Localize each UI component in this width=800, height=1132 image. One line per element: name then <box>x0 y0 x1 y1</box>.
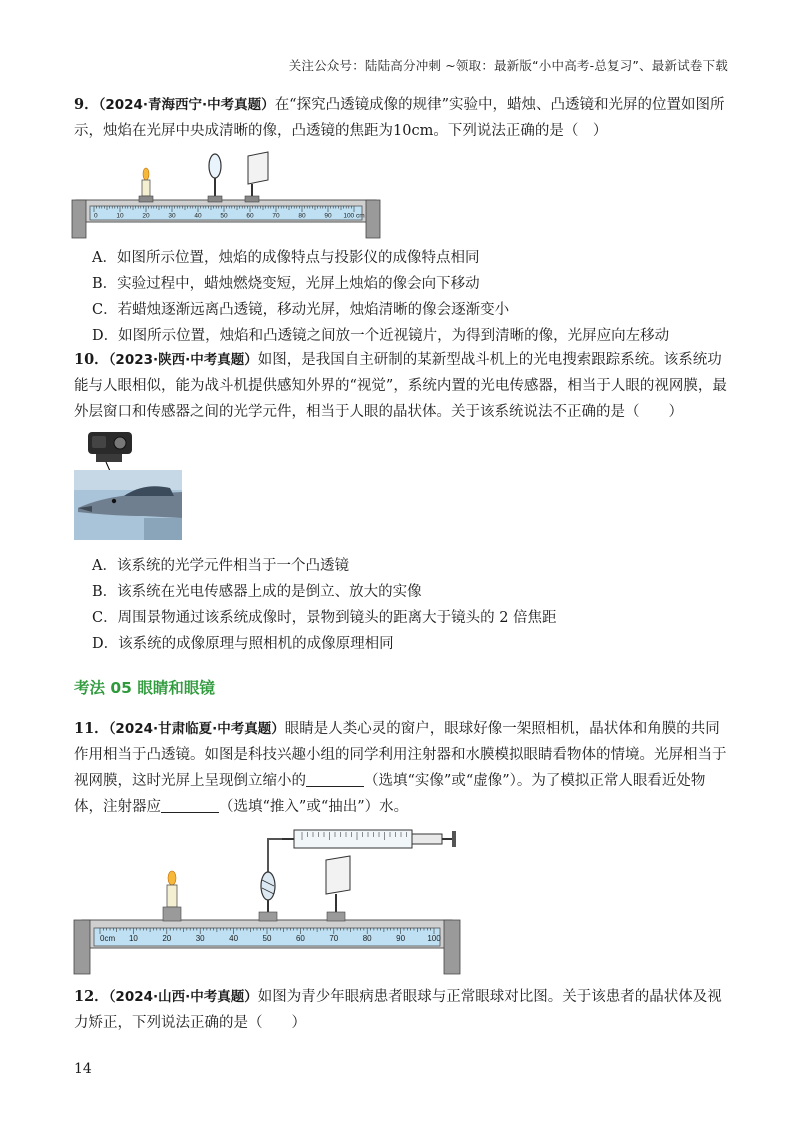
option-d: D．如图所示位置，烛焰和凸透镜之间放一个近视镜片，为得到清晰的像，光屏应向左移动 <box>92 328 670 344</box>
convex-lens <box>208 154 222 202</box>
tracking-system-photo <box>74 426 182 540</box>
ruler-tick-label: 20 <box>162 934 172 943</box>
question-text-part-3: （选填“推入”或“抽出”）水。 <box>219 799 409 815</box>
option-c: C．若蜡烛逐渐远离凸透镜，移动光屏，烛焰清晰的像会逐渐变小 <box>92 302 510 318</box>
option-a: A．如图所示位置，烛焰的成像特点与投影仪的成像特点相同 <box>92 250 480 266</box>
question-9 <box>74 92 734 144</box>
option-b: B．实验过程中，蜡烛燃烧变短，光屏上烛焰的像会向下移动 <box>92 276 480 292</box>
question-number: 10． <box>74 351 109 368</box>
candle <box>139 168 153 202</box>
ruler-tick-label: 100 cm <box>343 212 365 220</box>
question-text: 如图，是我国自主研制的某新型战斗机上的光电搜索跟踪系统。该系统功能与人眼相似，能为战斗机提供感知外界的“视觉”，系统内置的光电传感器，相当于人眼的视网膜，最外层窗口和传感器之间的光学元件，相当于人眼的晶状体。关于该系统说法不正确的是（ ） <box>74 352 727 420</box>
option-b: B．该系统在光电传感器上成的是倒立、放大的实像 <box>92 584 422 600</box>
question-source: （2024·山西·中考真题） <box>108 989 258 1005</box>
option-c: C．周围景物通过该系统成像时，景物到镜头的距离大于镜头的 2 倍焦距 <box>92 610 557 626</box>
light-screen <box>245 152 268 202</box>
answer-blank-1[interactable] <box>306 771 364 787</box>
optical-bench-figure-q9 <box>72 150 392 245</box>
ruler-tick-label: 0 <box>94 212 98 220</box>
ruler-tick-label: 70 <box>329 934 339 943</box>
ruler-tick-label: 90 <box>324 212 332 220</box>
ruler-tick-label: 20 <box>142 212 150 220</box>
question-10 <box>74 347 734 425</box>
ruler-tick-label: 40 <box>194 212 202 220</box>
question-text: 如图为青少年眼病患者眼球与正常眼球对比图。关于该患者的晶状体及视力矫正，下列说法正确的是（ ） <box>74 989 722 1031</box>
question-source: （2024·甘肃临夏·中考真题） <box>108 721 285 737</box>
ruler-tick-label: 50 <box>262 934 272 943</box>
ruler-tick-label: 0cm <box>100 934 116 943</box>
option-a: A．该系统的光学元件相当于一个凸透镜 <box>92 558 349 574</box>
question-text: 在“探究凸透镜成像的规律”实验中，蜡烛、凸透镜和光屏的位置如图所示，烛焰在光屏中央成清晰的像，凸透镜的焦距为10cm。下列说法正确的是（ ） <box>74 97 725 139</box>
ruler-tick-label: 80 <box>362 934 372 943</box>
question-number: 9． <box>74 96 99 113</box>
ruler-tick-label: 40 <box>229 934 239 943</box>
ruler-tick-label: 60 <box>246 212 254 220</box>
answer-blank-2[interactable] <box>161 797 219 813</box>
eye-model-figure-q11 <box>72 828 472 978</box>
ruler-tick-label: 50 <box>220 212 228 220</box>
question-source: （2023·陕西·中考真题） <box>108 352 258 368</box>
section-title: 考法 05 眼睛和眼镜 <box>74 679 215 697</box>
question-text-part-1: 眼睛是人类心灵的窗户，眼球好像一架照相机，晶状体和角膜的共同作用相当于凸透镜。如图是科技兴趣小组的同学利用注射器和水膜模拟眼睛看物体的情境。光屏相当于视网膜，这时光屏上呈现倒立缩小的 <box>74 721 727 789</box>
ruler-tick-label: 90 <box>396 934 406 943</box>
question-number: 12． <box>74 988 109 1005</box>
water-film-lens <box>259 872 277 921</box>
header-note: 关注公众号：陆陆高分冲刺 ~领取：最新版“小中高考-总复习”、最新试卷下载 <box>288 58 728 73</box>
candle <box>163 871 181 921</box>
ruler-tick-label: 30 <box>195 934 205 943</box>
ruler-tick-label: 10 <box>128 934 138 943</box>
question-number: 11． <box>74 720 109 737</box>
question-text-part-2: （选填“实像”或“虚像”）。为了模拟正常人眼看近处物体，注射器应 <box>74 773 706 815</box>
question-source: （2024·青海西宁·中考真题） <box>98 97 275 113</box>
ruler-tick-label: 80 <box>298 212 306 220</box>
syringe <box>268 830 456 872</box>
ruler-tick-label: 30 <box>168 212 176 220</box>
ruler-tick-label: 10 <box>116 212 124 220</box>
question-12 <box>74 984 734 1036</box>
ruler-tick-label: 70 <box>272 212 280 220</box>
page-number: 14 <box>74 1061 92 1077</box>
ruler-tick-label: 60 <box>295 934 305 943</box>
ruler-tick-label: 100 <box>427 934 441 943</box>
option-d: D．该系统的成像原理与照相机的成像原理相同 <box>92 636 394 652</box>
question-11 <box>74 716 734 820</box>
light-screen <box>326 856 350 921</box>
